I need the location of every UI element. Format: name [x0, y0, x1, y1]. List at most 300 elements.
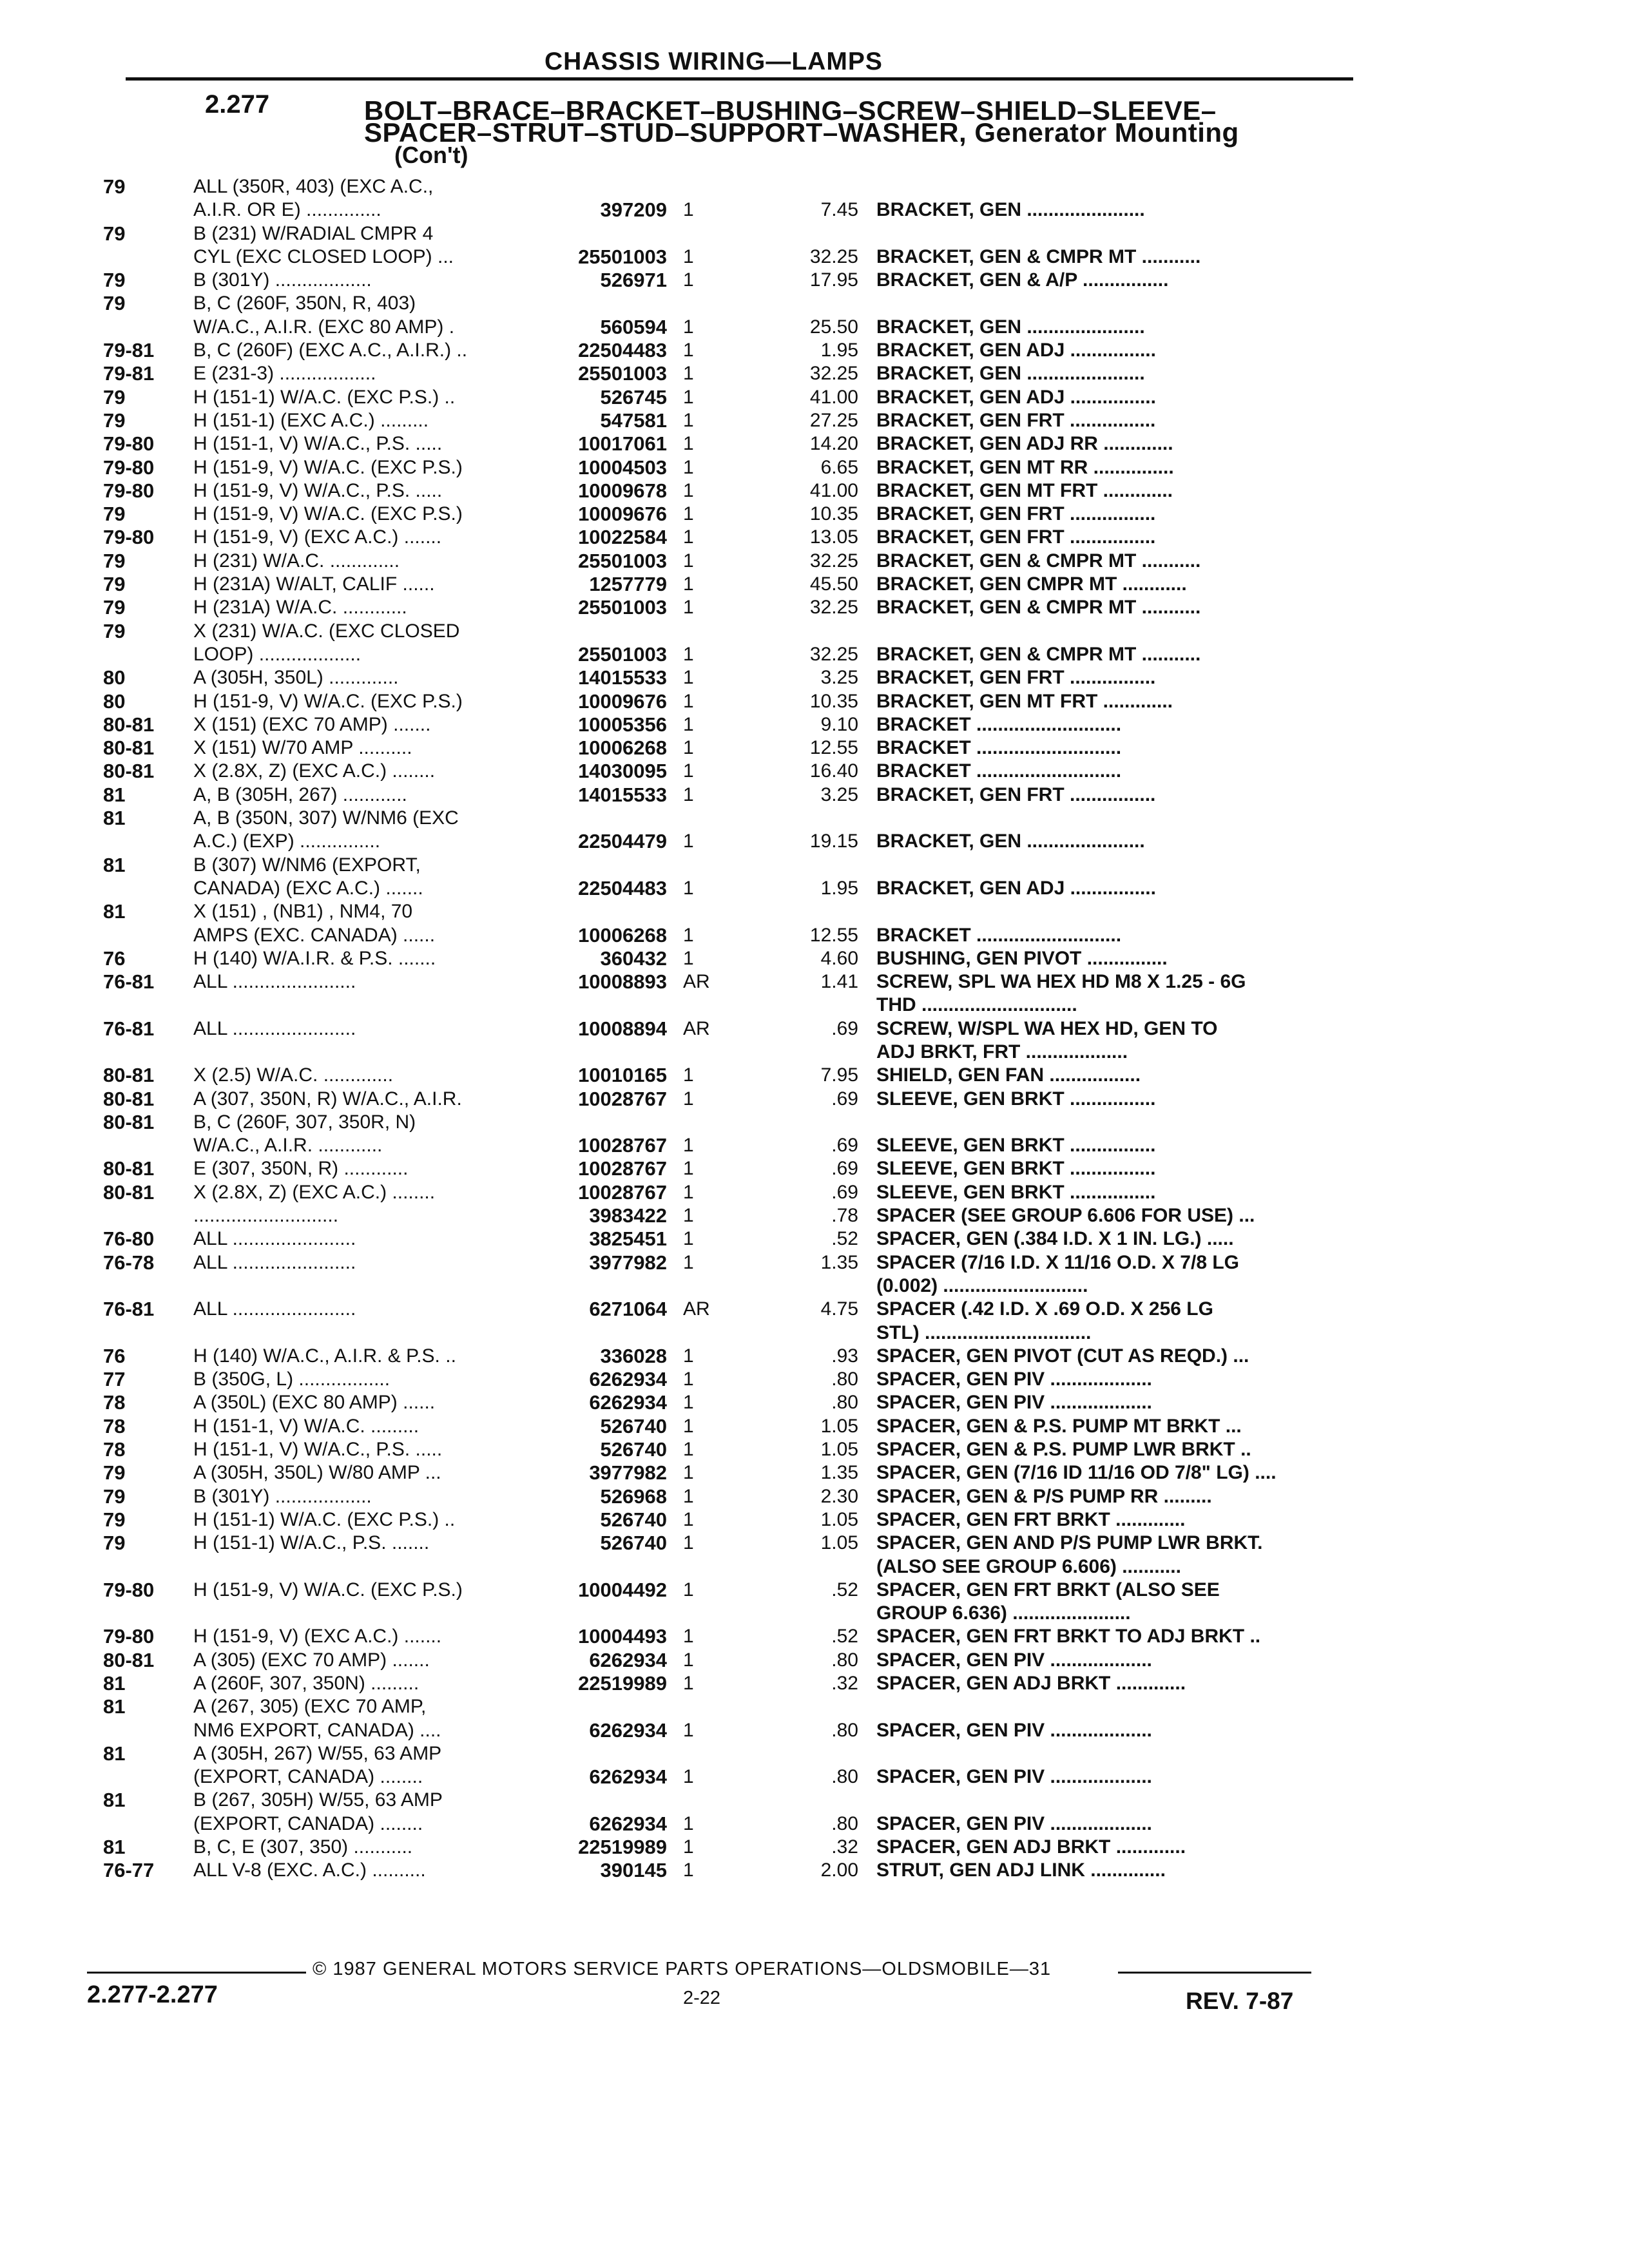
applicability-cell: B, C, E (307, 350) ........... [193, 1836, 413, 1858]
description-cell: BRACKET, GEN FRT ................ [876, 503, 1156, 525]
table-row [0, 573, 1629, 596]
quantity-cell: 1 [683, 1673, 694, 1694]
footer-rule-right [1118, 1972, 1311, 1974]
description-cell: SCREW, SPL WA HEX HD M8 X 1.25 - 6G [876, 971, 1246, 993]
quantity-cell: 1 [683, 760, 694, 782]
price-cell: 12.55 [809, 737, 858, 759]
quantity-cell: 1 [683, 877, 694, 899]
price-cell: .93 [831, 1345, 858, 1367]
table-row [0, 807, 1629, 830]
quantity-cell: 1 [683, 363, 694, 385]
quantity-cell: 1 [683, 643, 694, 665]
table-row [0, 596, 1629, 619]
part-number-cell: 560594 [600, 315, 667, 338]
quantity-cell: 1 [683, 1836, 694, 1858]
year-cell: 79-80 [103, 1625, 155, 1648]
table-row [0, 1274, 1629, 1298]
part-number-cell: 10008894 [578, 1017, 667, 1040]
year-cell: 79 [103, 1532, 126, 1555]
part-number-cell: 526740 [600, 1438, 667, 1461]
part-number-cell: 25501003 [578, 362, 667, 385]
part-number-cell: 526971 [600, 269, 667, 292]
part-number-cell: 6262934 [589, 1391, 667, 1414]
quantity-cell: 1 [683, 1205, 694, 1227]
year-cell: 79 [103, 1508, 126, 1531]
year-cell: 79 [103, 408, 126, 432]
quantity-cell: 1 [683, 199, 694, 221]
year-cell: 76-80 [103, 1227, 155, 1251]
part-number-cell: 526745 [600, 385, 667, 408]
applicability-cell: H (140) W/A.C., A.I.R. & P.S. .. [193, 1345, 456, 1367]
description-cell: ADJ BRKT, FRT ................... [876, 1041, 1128, 1062]
applicability-cell: (EXPORT, CANADA) ........ [193, 1812, 423, 1834]
table-row [0, 760, 1629, 783]
table-row [0, 1461, 1629, 1485]
table-row [0, 830, 1629, 853]
year-cell: 79 [103, 292, 126, 315]
quantity-cell: 1 [683, 1345, 694, 1367]
year-cell: 81 [103, 853, 126, 876]
quantity-cell: 1 [683, 1462, 694, 1484]
quantity-cell: 1 [683, 503, 694, 525]
part-number-cell: 360432 [600, 947, 667, 970]
price-cell: 4.60 [820, 947, 858, 969]
price-cell: 10.35 [809, 503, 858, 525]
applicability-cell: X (2.8X, Z) (EXC A.C.) ........ [193, 1181, 436, 1203]
applicability-cell: LOOP) ................... [193, 643, 361, 665]
part-number-cell: 10009678 [578, 479, 667, 502]
table-row [0, 1836, 1629, 1859]
applicability-cell: ALL ....................... [193, 1298, 356, 1320]
price-cell: 19.15 [809, 831, 858, 852]
description-cell: BRACKET ........................... [876, 713, 1122, 735]
quantity-cell: 1 [683, 1626, 694, 1648]
applicability-cell: H (151-1) W/A.C. (EXC P.S.) .. [193, 386, 456, 408]
table-row [0, 409, 1629, 432]
description-cell: BRACKET, GEN FRT ................ [876, 667, 1156, 689]
price-cell: 7.95 [820, 1064, 858, 1086]
quantity-cell: 1 [683, 667, 694, 689]
year-cell: 76-81 [103, 1017, 155, 1040]
page-header-title: CHASSIS WIRING—LAMPS [545, 48, 883, 75]
part-number-cell: 3977982 [589, 1461, 667, 1485]
table-row [0, 1368, 1629, 1391]
description-cell: BRACKET, GEN ...................... [876, 831, 1145, 852]
part-number-cell: 397209 [600, 198, 667, 222]
table-row [0, 1088, 1629, 1111]
year-cell: 78 [103, 1414, 126, 1437]
quantity-cell: 1 [683, 1719, 694, 1741]
table-row [0, 1789, 1629, 1812]
table-row [0, 877, 1629, 900]
table-row [0, 1719, 1629, 1742]
quantity-cell: 1 [683, 831, 694, 852]
applicability-cell: X (151) W/70 AMP .......... [193, 737, 412, 759]
description-cell: SHIELD, GEN FAN ................. [876, 1064, 1141, 1086]
applicability-cell: H (151-9, V) W/A.C. (EXC P.S.) [193, 1579, 463, 1600]
footer-section-range: 2.277-2.277 [87, 1981, 218, 2008]
year-cell: 76-81 [103, 1298, 155, 1321]
price-cell: .69 [831, 1158, 858, 1180]
description-cell: BRACKET, GEN ADJ ................ [876, 386, 1156, 408]
price-cell: 2.30 [820, 1485, 858, 1507]
applicability-cell: X (151) (EXC 70 AMP) ....... [193, 713, 431, 735]
table-row [0, 292, 1629, 315]
part-number-cell: 6262934 [589, 1812, 667, 1835]
applicability-cell: H (140) W/A.I.R. & P.S. ....... [193, 947, 436, 969]
table-row [0, 503, 1629, 526]
quantity-cell: 1 [683, 340, 694, 361]
part-number-cell: 14030095 [578, 760, 667, 783]
part-number-cell: 10006268 [578, 736, 667, 760]
description-cell: BRACKET, GEN MT RR ............... [876, 456, 1174, 478]
description-cell: STL) ............................... [876, 1321, 1092, 1343]
applicability-cell: A (350L) (EXC 80 AMP) ...... [193, 1392, 436, 1414]
table-row [0, 970, 1629, 994]
year-cell: 79 [103, 1461, 126, 1485]
table-row [0, 1649, 1629, 1672]
description-cell: STRUT, GEN ADJ LINK .............. [876, 1860, 1166, 1881]
year-cell: 76-78 [103, 1251, 155, 1274]
description-cell: BRACKET, GEN & CMPR MT ........... [876, 550, 1201, 572]
year-cell: 79-80 [103, 526, 155, 549]
description-cell: SPACER, GEN FRT BRKT TO ADJ BRKT .. [876, 1626, 1261, 1648]
quantity-cell: 1 [683, 783, 694, 805]
price-cell: 1.41 [820, 971, 858, 993]
table-row [0, 222, 1629, 245]
table-row [0, 1415, 1629, 1438]
description-cell: SPACER (7/16 I.D. X 11/16 O.D. X 7/8 LG [876, 1251, 1239, 1273]
part-number-cell: 6262934 [589, 1648, 667, 1671]
part-number-cell: 25501003 [578, 642, 667, 666]
part-number-cell: 10028767 [578, 1134, 667, 1157]
quantity-cell: 1 [683, 479, 694, 501]
part-number-cell: 25501003 [578, 245, 667, 268]
year-cell: 81 [103, 1695, 126, 1718]
year-cell: 79 [103, 549, 126, 572]
description-cell: SPACER, GEN PIV ................... [876, 1812, 1152, 1834]
part-number-cell: 10004492 [578, 1578, 667, 1601]
header-rule [126, 77, 1353, 81]
applicability-cell: ALL V-8 (EXC. A.C.) .......... [193, 1860, 426, 1881]
part-number-cell: 3983422 [589, 1204, 667, 1227]
quantity-cell: 1 [683, 1135, 694, 1157]
part-number-cell: 10028767 [578, 1180, 667, 1204]
part-number-cell: 6262934 [589, 1718, 667, 1742]
applicability-cell: CYL (EXC CLOSED LOOP) ... [193, 245, 454, 267]
table-row [0, 1555, 1629, 1579]
applicability-cell: B (307) W/NM6 (EXPORT, [193, 854, 421, 876]
price-cell: 10.35 [809, 690, 858, 712]
table-row [0, 1017, 1629, 1041]
applicability-cell: A (307, 350N, R) W/A.C., A.I.R. [193, 1088, 462, 1110]
year-cell: 78 [103, 1391, 126, 1414]
price-cell: .32 [831, 1673, 858, 1694]
quantity-cell: 1 [683, 1392, 694, 1414]
table-row [0, 736, 1629, 760]
applicability-cell: H (151-9, V) W/A.C. (EXC P.S.) [193, 690, 463, 712]
applicability-cell: A (267, 305) (EXC 70 AMP, [193, 1696, 427, 1718]
description-cell: SPACER, GEN & P.S. PUMP LWR BRKT .. [876, 1439, 1251, 1461]
year-cell: 79 [103, 385, 126, 408]
quantity-cell: 1 [683, 550, 694, 572]
table-row [0, 1227, 1629, 1251]
price-cell: 12.55 [809, 924, 858, 946]
part-number-cell: 3977982 [589, 1251, 667, 1274]
table-row [0, 1672, 1629, 1695]
applicability-cell: A (305H, 350L) ............. [193, 667, 399, 689]
table-row [0, 1859, 1629, 1882]
quantity-cell: 1 [683, 1579, 694, 1600]
table-row [0, 1485, 1629, 1508]
price-cell: 32.25 [809, 643, 858, 665]
table-row [0, 432, 1629, 456]
quantity-cell: 1 [683, 1158, 694, 1180]
section-number: 2.277 [205, 90, 270, 119]
applicability-cell: B, C (260F, 350N, R, 403) [193, 293, 416, 314]
quantity-cell: 1 [683, 1649, 694, 1671]
applicability-cell: H (151-1, V) W/A.C. ......... [193, 1415, 419, 1437]
applicability-cell: ........................... [193, 1205, 339, 1227]
table-row [0, 1625, 1629, 1648]
part-number-cell: 25501003 [578, 596, 667, 619]
footer-rule-left [87, 1972, 306, 1974]
applicability-cell: AMPS (EXC. CANADA) ...... [193, 924, 436, 946]
applicability-cell: ALL ....................... [193, 1251, 356, 1273]
price-cell: 1.05 [820, 1415, 858, 1437]
price-cell: 13.05 [809, 526, 858, 548]
quantity-cell: AR [683, 1298, 710, 1320]
part-number-cell: 10028767 [578, 1157, 667, 1180]
quantity-cell: 1 [683, 1532, 694, 1554]
year-cell: 79 [103, 503, 126, 526]
price-cell: .69 [831, 1135, 858, 1157]
footer-copyright: © 1987 GENERAL MOTORS SERVICE PARTS OPERATIONS—OLDSMOBILE—31 [313, 1959, 1052, 1979]
year-cell: 79 [103, 222, 126, 245]
table-row [0, 198, 1629, 222]
year-cell: 79 [103, 269, 126, 292]
year-cell: 81 [103, 1789, 126, 1812]
applicability-cell: A (305H, 350L) W/80 AMP ... [193, 1462, 441, 1484]
applicability-cell: X (151) , (NB1) , NM4, 70 [193, 901, 413, 923]
description-cell: BRACKET, GEN ...................... [876, 363, 1145, 385]
quantity-cell: 1 [683, 1181, 694, 1203]
part-number-cell: 10009676 [578, 689, 667, 713]
table-row [0, 666, 1629, 689]
table-row [0, 456, 1629, 479]
description-cell: SPACER, GEN FRT BRKT (ALSO SEE [876, 1579, 1220, 1600]
applicability-cell: A (305) (EXC 70 AMP) ....... [193, 1649, 430, 1671]
part-number-cell: 10028767 [578, 1087, 667, 1110]
part-number-cell: 526740 [600, 1532, 667, 1555]
year-cell: 78 [103, 1438, 126, 1461]
year-cell: 80 [103, 666, 126, 689]
parts-table [0, 175, 1629, 1883]
table-row [0, 924, 1629, 947]
description-cell: BRACKET, GEN ADJ RR ............. [876, 433, 1173, 455]
part-number-cell: 25501003 [578, 549, 667, 572]
applicability-cell: ALL ....................... [193, 1228, 356, 1250]
applicability-cell: B (267, 305H) W/55, 63 AMP [193, 1789, 443, 1811]
quantity-cell: 1 [683, 1860, 694, 1881]
quantity-cell: 1 [683, 409, 694, 431]
part-number-cell: 10017061 [578, 432, 667, 456]
table-row [0, 526, 1629, 549]
quantity-cell: 1 [683, 1064, 694, 1086]
description-cell: SPACER, GEN (7/16 ID 11/16 OD 7/8" LG) .... [876, 1462, 1277, 1484]
price-cell: 41.00 [809, 386, 858, 408]
year-cell: 79 [103, 175, 126, 198]
description-cell: SCREW, W/SPL WA HEX HD, GEN TO [876, 1017, 1218, 1039]
price-cell: 27.25 [809, 409, 858, 431]
table-row [0, 479, 1629, 503]
table-row [0, 269, 1629, 292]
description-cell: SPACER, GEN & P.S. PUMP MT BRKT ... [876, 1415, 1242, 1437]
part-number-cell: 10008893 [578, 970, 667, 994]
table-row [0, 1532, 1629, 1555]
price-cell: 9.10 [820, 713, 858, 735]
price-cell: 1.95 [820, 340, 858, 361]
description-cell: SPACER, GEN PIV ................... [876, 1719, 1152, 1741]
year-cell: 80-81 [103, 713, 155, 736]
table-row [0, 1298, 1629, 1321]
quantity-cell: 1 [683, 1766, 694, 1788]
year-cell: 81 [103, 1836, 126, 1859]
description-cell: BRACKET, GEN & CMPR MT ........... [876, 597, 1201, 619]
table-row [0, 339, 1629, 362]
part-number-cell: 10009676 [578, 503, 667, 526]
applicability-cell: H (151-1) W/A.C. (EXC P.S.) .. [193, 1508, 456, 1530]
table-row [0, 1345, 1629, 1368]
applicability-cell: X (2.8X, Z) (EXC A.C.) ........ [193, 760, 436, 782]
applicability-cell: E (307, 350N, R) ............ [193, 1158, 409, 1180]
table-row [0, 1111, 1629, 1134]
description-cell: BRACKET, GEN & CMPR MT ........... [876, 245, 1201, 267]
description-cell: SPACER, GEN PIV ................... [876, 1392, 1152, 1414]
year-cell: 80-81 [103, 1087, 155, 1110]
price-cell: 17.95 [809, 269, 858, 291]
price-cell: 25.50 [809, 316, 858, 338]
table-row [0, 1251, 1629, 1274]
description-cell: SPACER, GEN (.384 I.D. X 1 IN. LG.) ..... [876, 1228, 1234, 1250]
applicability-cell: H (151-1, V) W/A.C., P.S. ..... [193, 433, 443, 455]
year-cell: 80-81 [103, 736, 155, 760]
quantity-cell: AR [683, 971, 710, 993]
price-cell: .52 [831, 1579, 858, 1600]
table-row [0, 386, 1629, 409]
price-cell: .80 [831, 1392, 858, 1414]
description-cell: BRACKET ........................... [876, 924, 1122, 946]
description-cell: (0.002) ........................... [876, 1274, 1088, 1296]
year-cell: 81 [103, 783, 126, 806]
quantity-cell: 1 [683, 1508, 694, 1530]
description-cell: BRACKET ........................... [876, 737, 1122, 759]
quantity-cell: 1 [683, 1228, 694, 1250]
price-cell: .52 [831, 1228, 858, 1250]
year-cell: 79-81 [103, 339, 155, 362]
year-cell: 81 [103, 1742, 126, 1765]
description-cell: SLEEVE, GEN BRKT ................ [876, 1088, 1156, 1110]
quantity-cell: 1 [683, 1088, 694, 1110]
price-cell: .80 [831, 1369, 858, 1390]
part-number-cell: 1257779 [589, 573, 667, 596]
price-cell: .80 [831, 1766, 858, 1788]
part-number-cell: 22519989 [578, 1836, 667, 1859]
part-number-cell: 526740 [600, 1414, 667, 1437]
price-cell: .32 [831, 1836, 858, 1858]
part-number-cell: 22519989 [578, 1672, 667, 1695]
part-number-cell: 22504479 [578, 830, 667, 853]
part-number-cell: 526740 [600, 1508, 667, 1531]
quantity-cell: 1 [683, 713, 694, 735]
part-number-cell: 6262934 [589, 1368, 667, 1391]
part-number-cell: 22504483 [578, 876, 667, 899]
price-cell: 32.25 [809, 597, 858, 619]
part-number-cell: 14015533 [578, 666, 667, 689]
part-number-cell: 10022584 [578, 526, 667, 549]
year-cell: 77 [103, 1368, 126, 1391]
applicability-cell: ALL ....................... [193, 971, 356, 993]
description-cell: SLEEVE, GEN BRKT ................ [876, 1181, 1156, 1203]
year-cell: 80-81 [103, 1648, 155, 1671]
applicability-cell: H (231A) W/A.C. ............ [193, 597, 407, 619]
part-number-cell: 526968 [600, 1485, 667, 1508]
table-row [0, 900, 1629, 923]
table-row [0, 854, 1629, 877]
part-number-cell: 336028 [600, 1344, 667, 1367]
part-number-cell: 3825451 [589, 1227, 667, 1251]
applicability-cell: B, C (260F) (EXC A.C., A.I.R.) .. [193, 340, 468, 361]
table-row [0, 362, 1629, 385]
table-row [0, 1157, 1629, 1180]
quantity-cell: 1 [683, 597, 694, 619]
price-cell: .69 [831, 1017, 858, 1039]
part-number-cell: 10004493 [578, 1625, 667, 1648]
table-row [0, 643, 1629, 666]
table-row [0, 175, 1629, 198]
quantity-cell: 1 [683, 1812, 694, 1834]
year-cell: 76 [103, 947, 126, 970]
quantity-cell: 1 [683, 1415, 694, 1437]
applicability-cell: H (151-9, V) W/A.C., P.S. ..... [193, 479, 443, 501]
table-row [0, 1204, 1629, 1227]
applicability-cell: B, C (260F, 307, 350R, N) [193, 1111, 416, 1133]
footer-page-number: 2-22 [683, 1988, 721, 2008]
description-cell: SPACER, GEN & P/S PUMP RR ......... [876, 1485, 1212, 1507]
description-cell: SPACER, GEN PIV ................... [876, 1649, 1152, 1671]
description-cell: BRACKET, GEN FRT ................ [876, 783, 1156, 805]
applicability-cell: A, B (350N, 307) W/NM6 (EXC [193, 807, 459, 829]
year-cell: 79-80 [103, 456, 155, 479]
year-cell: 76 [103, 1344, 126, 1367]
price-cell: 1.05 [820, 1532, 858, 1554]
part-number-cell: 547581 [600, 408, 667, 432]
description-cell: SPACER, GEN ADJ BRKT ............. [876, 1673, 1186, 1694]
description-cell: SPACER (.42 I.D. X .69 O.D. X 256 LG [876, 1298, 1213, 1320]
price-cell: 32.25 [809, 550, 858, 572]
applicability-cell: B (301Y) .................. [193, 1485, 372, 1507]
year-cell: 79-80 [103, 432, 155, 456]
description-cell: SPACER, GEN AND P/S PUMP LWR BRKT. [876, 1532, 1263, 1554]
description-cell: SPACER, GEN FRT BRKT ............. [876, 1508, 1186, 1530]
quantity-cell: 1 [683, 1439, 694, 1461]
description-cell: BRACKET ........................... [876, 760, 1122, 782]
applicability-cell: W/A.C., A.I.R. ............ [193, 1135, 383, 1157]
year-cell: 76-77 [103, 1859, 155, 1882]
price-cell: 1.05 [820, 1508, 858, 1530]
table-row [0, 550, 1629, 573]
applicability-cell: H (151-9, V) W/A.C. (EXC P.S.) [193, 456, 463, 478]
